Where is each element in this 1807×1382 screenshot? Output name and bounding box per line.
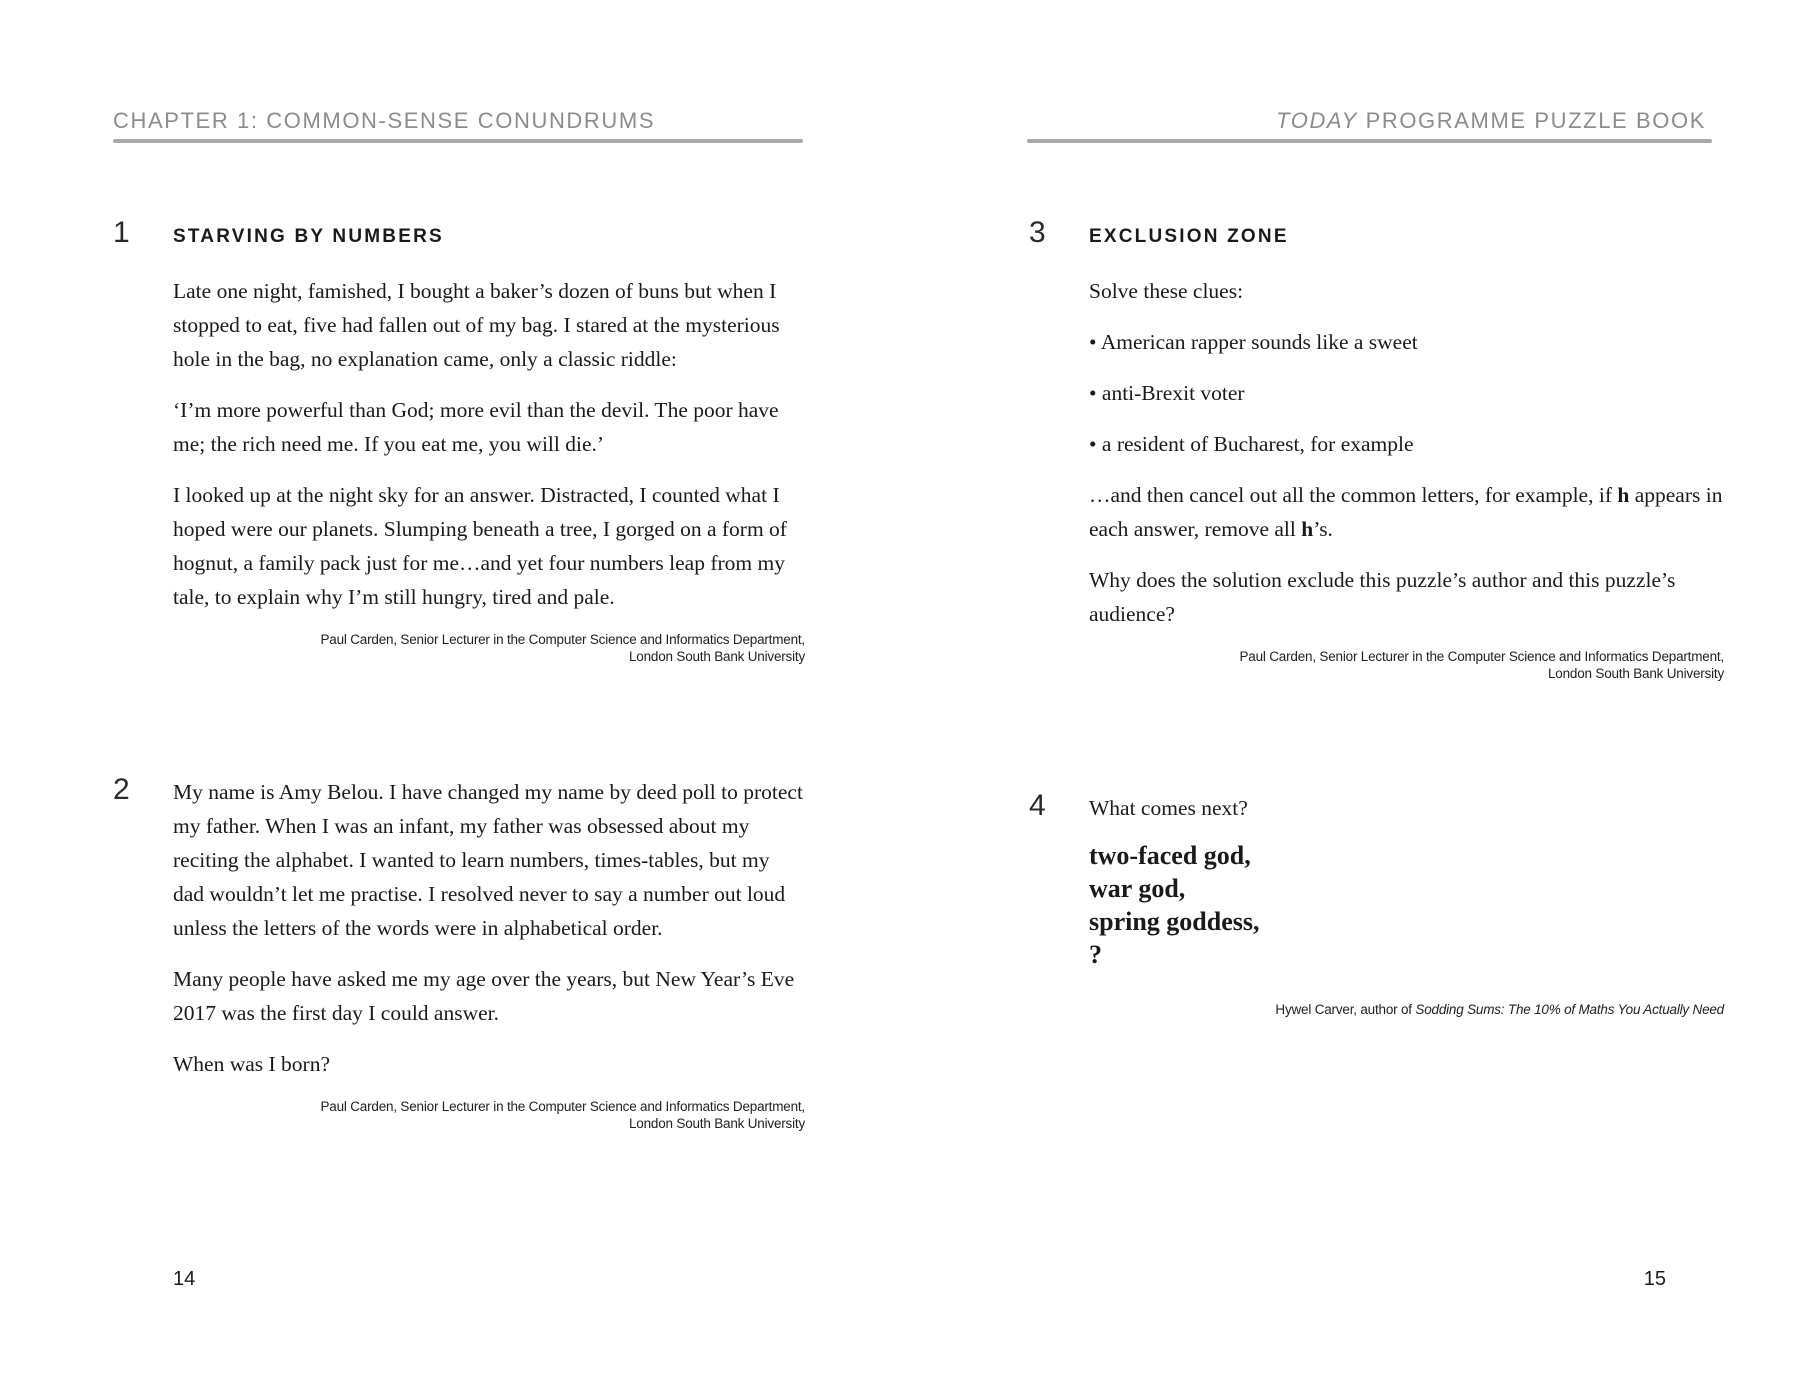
puzzle-credit — [173, 1098, 805, 1132]
text-run: appears in each answer, remove all — [1089, 483, 1723, 541]
bold-letter: h — [1617, 483, 1630, 507]
running-head-italic: TODAY — [1276, 108, 1358, 133]
page-number: 15 — [1643, 1268, 1666, 1290]
puzzle-question: Why does the solution exclude this puzzle’s author and this puzzle’s audience? — [1089, 568, 1676, 626]
credit-line: London South Bank University — [628, 1116, 805, 1131]
paragraph: ‘I’m more powerful than God; more evil than the devil. The poor have me; the rich need me. If you eat me, you will die.’ — [173, 398, 779, 456]
clue-intro: Solve these clues: — [1089, 279, 1244, 303]
credit-line: London South Bank University — [628, 649, 805, 664]
puzzle-credit — [173, 631, 805, 665]
sequence-item: spring goddess, — [1089, 907, 1260, 936]
credit-line: London South Bank University — [1547, 666, 1724, 681]
credit-prefix: Hywel Carver, author of — [1275, 1002, 1416, 1017]
cancel-instruction — [1089, 478, 1724, 546]
puzzle-3 — [1029, 216, 1724, 682]
bold-letter: h — [1301, 517, 1314, 541]
paragraph: My name is Amy Belou. I have changed my name by deed poll to protect my father. When I was an infant, my father was obsessed about my reciting the alphabet. I wanted to learn numbers, times-tables, but my dad wouldn’t let me practise. I resolved never to say a number out loud unless the letters of the words were in alphabetical order. — [173, 780, 803, 940]
header-rule — [1027, 139, 1712, 143]
paragraph: Many people have asked me my age over the years, but New Year’s Eve 2017 was the first day I could answer. — [173, 967, 795, 1025]
clue-item: • a resident of Bucharest, for example — [1089, 432, 1414, 456]
paragraph: I looked up at the night sky for an answer. Distracted, I counted what I hoped were our planets. Slumping beneath a tree, I gorged on a form of hognut, a family pack just for me…and yet four numbers leap from my tale, to explain why I’m still hungry, tired and pale. — [173, 483, 787, 609]
puzzle-1 — [113, 216, 805, 665]
puzzle-number: 2 — [113, 773, 130, 806]
puzzle-title: STARVING BY NUMBERS — [173, 226, 444, 247]
puzzle-4 — [1029, 789, 1724, 1018]
text-run: ’s. — [1313, 517, 1333, 541]
puzzle-number: 3 — [1029, 216, 1046, 249]
book-running-head — [1276, 108, 1706, 134]
credit-line: Paul Carden, Senior Lecturer in the Computer Science and Informatics Department, — [1239, 649, 1724, 664]
running-head-rest: PROGRAMME PUZZLE BOOK — [1357, 108, 1706, 133]
credit-line: Paul Carden, Senior Lecturer in the Computer Science and Informatics Department, — [320, 1099, 805, 1114]
left-page — [0, 0, 903, 1382]
puzzle-question: What comes next? — [1089, 796, 1248, 820]
puzzle-credit — [1089, 1001, 1724, 1018]
header-rule — [113, 139, 803, 143]
credit-book-title: Sodding Sums: The 10% of Maths You Actually Need — [1415, 1002, 1724, 1017]
puzzle-2 — [113, 773, 805, 1132]
clue-item: • American rapper sounds like a sweet — [1089, 330, 1418, 354]
puzzle-number: 1 — [113, 216, 130, 249]
page-number: 14 — [173, 1268, 196, 1290]
right-page — [903, 0, 1807, 1382]
sequence-item: war god, — [1089, 874, 1186, 903]
paragraph: When was I born? — [173, 1052, 331, 1076]
text-run: …and then cancel out all the common letters, for example, if — [1089, 483, 1618, 507]
puzzle-title: EXCLUSION ZONE — [1089, 226, 1289, 247]
paragraph: Late one night, famished, I bought a baker’s dozen of buns but when I stopped to eat, five had fallen out of my bag. I stared at the mysterious hole in the bag, no explanation came, only a classic riddle: — [173, 279, 780, 371]
sequence-item: ? — [1089, 940, 1102, 969]
clue-item: • anti-Brexit voter — [1089, 381, 1245, 405]
sequence-item: two-faced god, — [1089, 841, 1251, 870]
puzzle-credit — [1089, 648, 1724, 682]
chapter-running-head: CHAPTER 1: COMMON-SENSE CONUNDRUMS — [113, 108, 656, 133]
credit-line: Paul Carden, Senior Lecturer in the Computer Science and Informatics Department, — [320, 632, 805, 647]
puzzle-number: 4 — [1029, 789, 1046, 822]
